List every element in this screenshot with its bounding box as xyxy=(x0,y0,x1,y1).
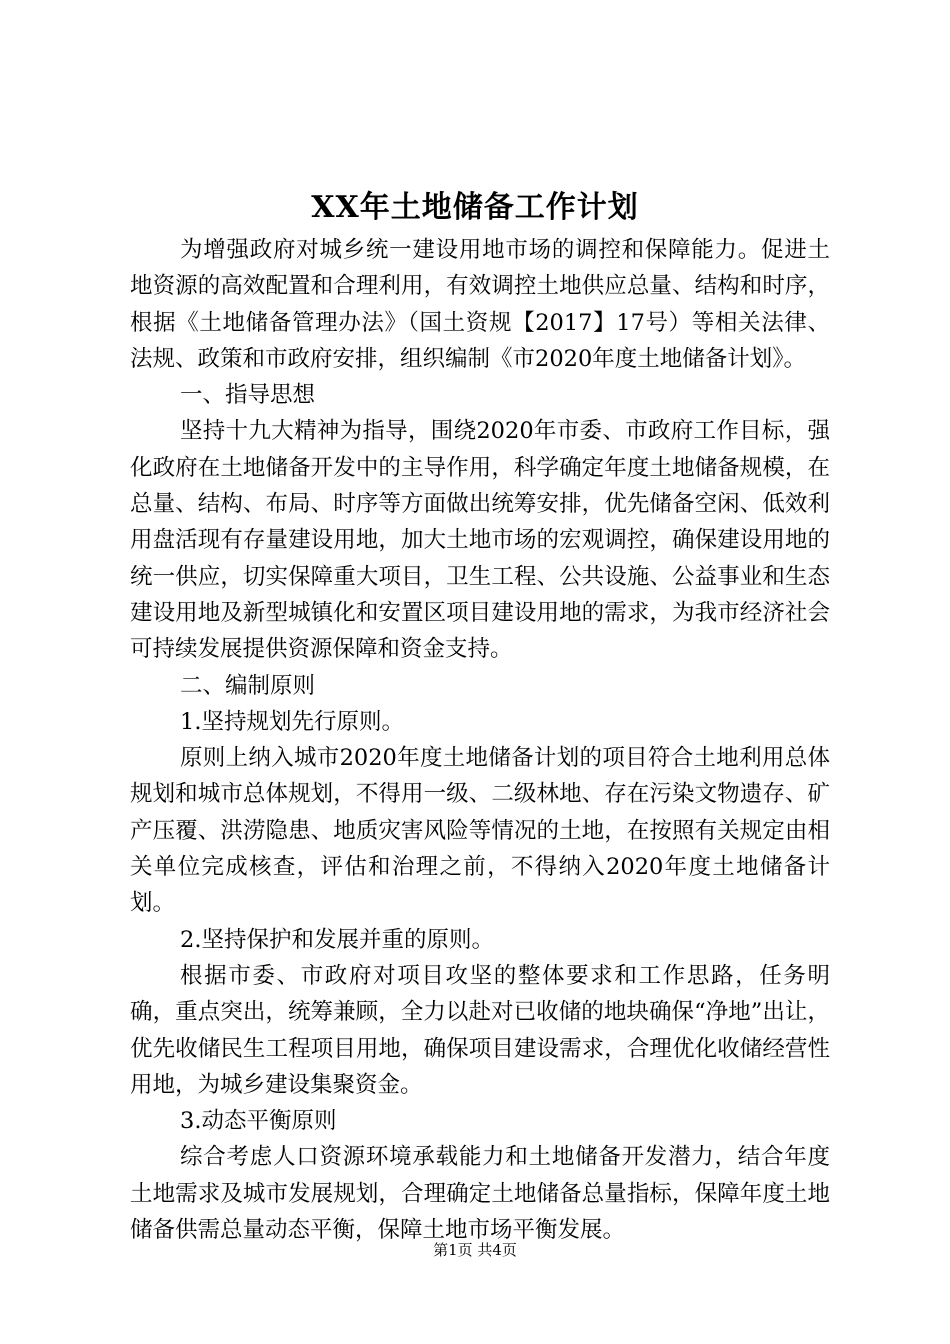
paragraph-guiding-thought: 坚持十九大精神为指导，围绕2020年市委、市政府工作目标，强化政府在土地储备开发中的主导作用，科学确定年度土地储备规模，在总量、结构、布局、时序等方面做出统筹安排，优先储备空闲、低效利用盘活现有存量建设用地，加大土地市场的宏观调控，确保建设用地的统一供应，切实保障重大项目，卫生工程、公共设施、公益事业和生态建设用地及新型城镇化和安置区项目建设用地的需求，为我市经济社会可持续发展提供资源保障和资金支持。 xyxy=(130,418,830,663)
paragraph-intro: 为增强政府对城乡统一建设用地市场的调控和保障能力。促进土地资源的高效配置和合理利用，有效调控土地供应总量、结构和时序，根据《土地储备管理办法》（国土资规【2017】17号）等相关法律、法规、政策和市政府安排，组织编制《市2020年度土地储备计划》。 xyxy=(130,237,830,372)
section-heading-guiding-thought: 一、指导思想 xyxy=(180,382,316,409)
paragraph-principle-1: 原则上纳入城市2020年度土地储备计划的项目符合土地利用总体规划和城市总体规划，不得用一级、二级林地、存在污染文物遗存、矿产压覆、洪涝隐患、地质灾害风险等情况的土地，在按照有关规定由相关单位完成核查，评估和治理之前，不得纳入2020年度土地储备计划。 xyxy=(130,745,830,917)
principle-heading-1: 1.坚持规划先行原则。 xyxy=(180,708,404,735)
paragraph-principle-2: 根据市委、市政府对项目攻坚的整体要求和工作思路，任务明确，重点突出，统筹兼顾，全力以赴对已收储的地块确保“净地”出让，优先收储民生工程项目用地，确保项目建设需求，合理优化收储经营性用地，为城乡建设集聚资金。 xyxy=(130,962,830,1098)
paragraph-principle-3: 综合考虑人口资源环境承载能力和土地储备开发潜力，结合年度土地需求及城市发展规划，合理确定土地储备总量指标，保障年度土地储备供需总量动态平衡，保障土地市场平衡发展。 xyxy=(130,1144,830,1244)
document-body xyxy=(130,232,830,1248)
principle-heading-2: 2.坚持保护和发展并重的原则。 xyxy=(180,926,494,953)
section-heading-principles: 二、编制原则 xyxy=(180,672,316,699)
principle-heading-3: 3.动态平衡原则 xyxy=(180,1108,337,1135)
document-title: XX年土地储备工作计划 xyxy=(311,190,639,225)
page-footer: 第1页 共4页 xyxy=(433,1241,517,1259)
